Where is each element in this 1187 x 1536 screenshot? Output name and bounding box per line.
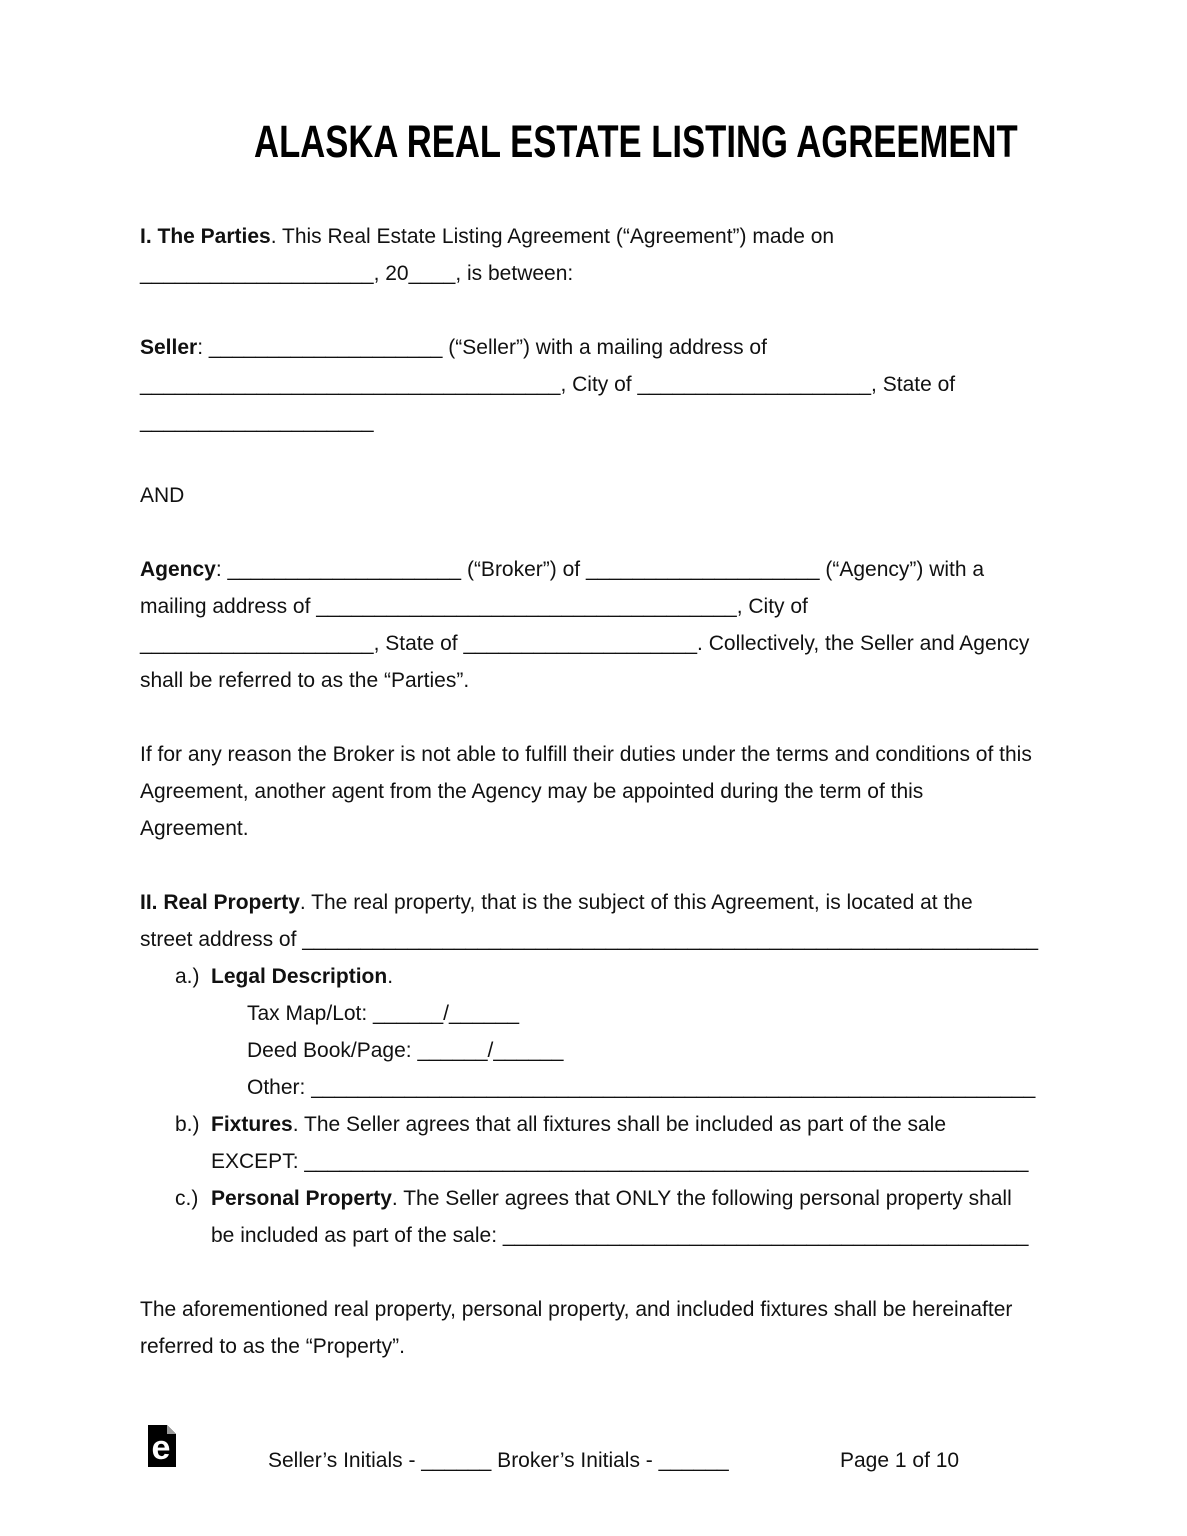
other-line: Other: ______________________________________________________________	[247, 1076, 1036, 1099]
fixtures-line-1	[211, 1106, 1047, 1143]
page-title: ALASKA REAL ESTATE LISTING AGREEMENT	[254, 116, 1018, 167]
broker-clause-line-3: Agreement.	[140, 817, 249, 840]
and-text: AND	[140, 484, 185, 507]
real-property-line-1	[140, 884, 1047, 921]
conjunction-and	[140, 477, 1047, 514]
real-property-line-1-text: . The real property, that is the subject of this Agreement, is located at the	[299, 891, 973, 914]
seller-line-2: ____________________________________, City of ____________________, State of	[140, 373, 956, 396]
broker-clause-line-2: Agreement, another agent from the Agency may be appointed during the term of this	[140, 780, 924, 803]
seller-line-1	[140, 329, 1047, 366]
list-item-personal-property	[175, 1180, 1047, 1254]
definition-line-2: referred to as the “Property”.	[140, 1335, 405, 1358]
deed-book-page-line: Deed Book/Page: ______/______	[247, 1039, 564, 1062]
real-property-heading: II. Real Property	[140, 891, 300, 914]
personal-property-line-2: be included as part of the sale: _____________________________________________	[211, 1224, 1029, 1247]
agency-line-4: shall be referred to as the “Parties”.	[140, 669, 470, 692]
legal-description-label: Legal Description	[211, 965, 388, 988]
personal-property-label: Personal Property	[211, 1187, 392, 1210]
list-item-legal-description	[175, 958, 1047, 1106]
agency-line-3: ____________________, State of ____________________. Collectively, the Seller and Agency	[140, 632, 1030, 655]
agency-line-1	[140, 551, 1047, 588]
tax-map-lot-line: Tax Map/Lot: ______/______	[247, 1002, 520, 1025]
personal-property-line-1	[211, 1180, 1047, 1217]
fixtures-label: Fixtures	[211, 1113, 293, 1136]
section-real-property	[140, 884, 1047, 1254]
fixtures-line-2: EXCEPT: ______________________________________________________________	[211, 1150, 1029, 1173]
footer-initials-line: Seller’s Initials - ______ Broker’s Initials - ______	[268, 1449, 729, 1472]
page-number: Page 1 of 10	[840, 1449, 960, 1472]
logo-letter: e	[151, 1429, 171, 1467]
section-seller	[140, 329, 1047, 440]
broker-clause-line-1: If for any reason the Broker is not able to fulfill their duties under the terms and conditions of this	[140, 743, 1032, 766]
section-property-definition	[140, 1291, 1047, 1365]
agency-line-2: mailing address of ____________________________________, City of	[140, 595, 808, 618]
legal-description-line	[211, 958, 1047, 995]
parties-line-2: ____________________, 20____, is between:	[140, 262, 574, 285]
section-broker-clause	[140, 736, 1047, 847]
list-item-fixtures	[175, 1106, 1047, 1180]
seller-label: Seller	[140, 336, 198, 359]
list-marker-b: b.)	[175, 1113, 200, 1136]
agency-label: Agency	[140, 558, 216, 581]
section-agency	[140, 551, 1047, 699]
legal-description-suffix: .	[387, 965, 394, 988]
section-parties	[140, 218, 1047, 292]
seller-line-3: ____________________	[140, 410, 374, 433]
title-row	[140, 118, 1047, 166]
eforms-document-logo-icon	[148, 1425, 176, 1467]
seller-line-1-text: : ____________________ (“Seller”) with a mailing address of	[197, 336, 767, 359]
list-marker-a: a.)	[175, 965, 200, 988]
real-property-line-2: street address of _______________________________________________________________	[140, 928, 1039, 951]
personal-property-line-1-text: . The Seller agrees that ONLY the following personal property shall	[391, 1187, 1012, 1210]
document-content	[140, 0, 1047, 1365]
parties-line-1-text: . This Real Estate Listing Agreement (“Agreement”) made on	[270, 225, 835, 248]
fixtures-line-1-text: . The Seller agrees that all fixtures shall be included as part of the sale	[292, 1113, 947, 1136]
list-marker-c: c.)	[175, 1187, 199, 1210]
definition-line-1: The aforementioned real property, personal property, and included fixtures shall be hereinafter	[140, 1298, 1013, 1321]
parties-line-1	[140, 218, 1047, 255]
agency-line-1-text: : ____________________ (“Broker”) of ____________________ (“Agency”) with a	[215, 558, 985, 581]
parties-heading: I. The Parties	[140, 225, 271, 248]
